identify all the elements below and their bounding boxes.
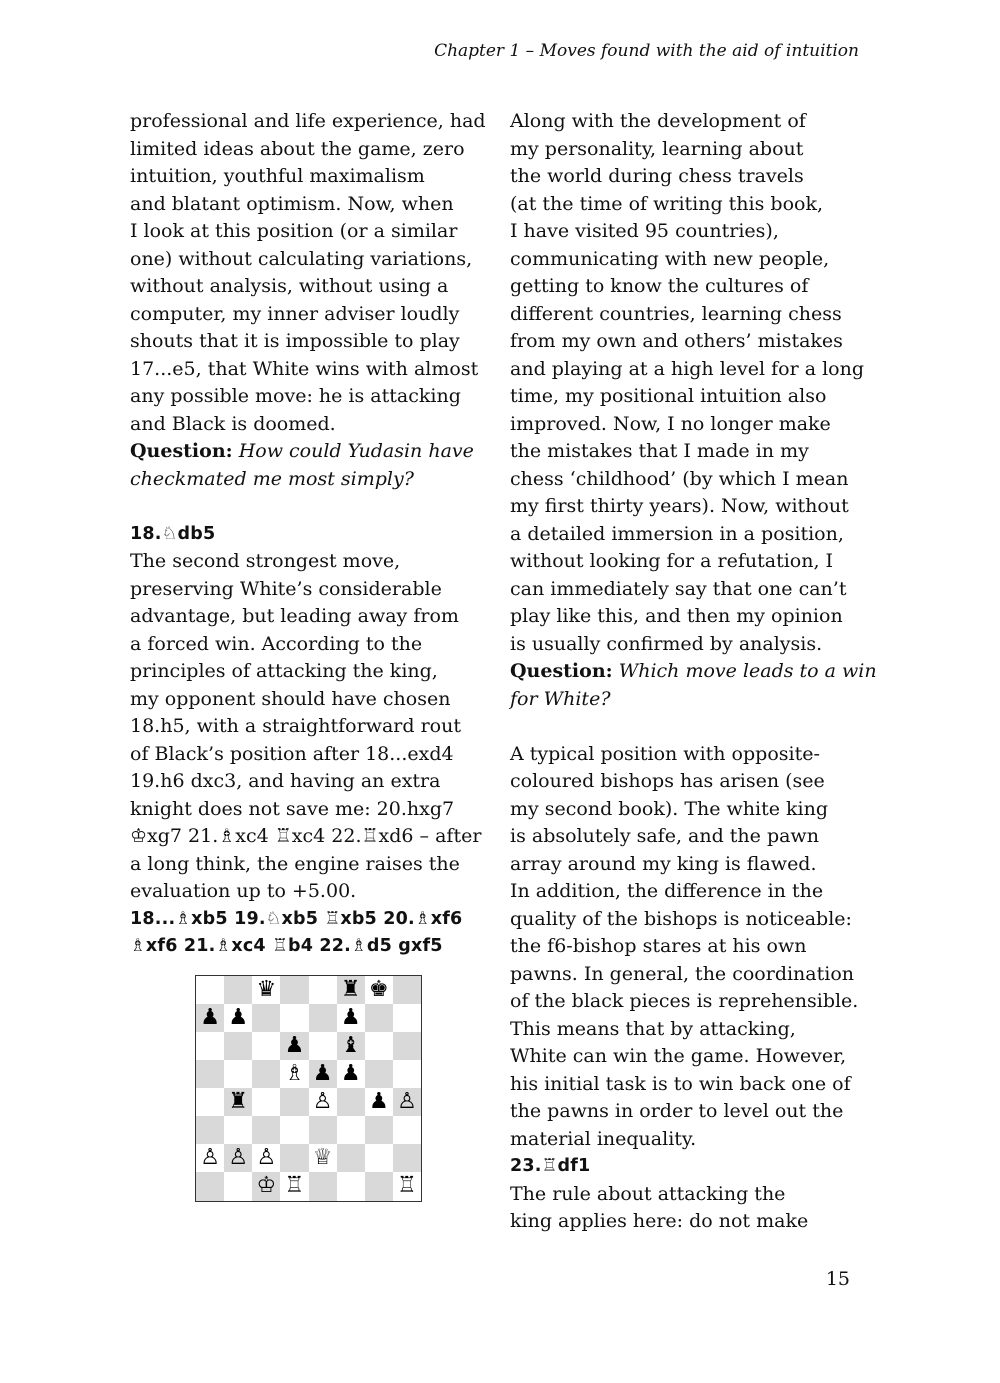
board-square [365,1032,393,1060]
text-line: quality of the bishops is noticeable: [510,907,852,930]
text-line: communicating with new people, [510,247,830,270]
text-line: knight does not save me: 20.hxg7 [130,797,455,820]
board-square [224,1032,252,1060]
text-line: evaluation up to +5.00. [130,880,357,902]
board-square [252,1060,280,1088]
text-line: is usually confirmed by analysis. [510,632,823,655]
spacer [130,493,500,521]
text-line: the mistakes that I made in my [510,440,809,462]
text-line: improved. Now, I no longer make [510,412,831,435]
board-square [196,1116,224,1144]
board-square: ♙ [196,1144,224,1172]
text-line: ♔xg7 21.♗xc4 ♖xc4 22.♖xd6 – after [130,825,482,847]
question-yudasin [130,438,500,466]
board-square [252,1004,280,1032]
board-square [224,1172,252,1200]
left-paragraph-2 [130,548,500,906]
board-square: ♟ [365,1088,393,1116]
text-line: my personality, learning about [510,137,804,160]
board-square [196,1060,224,1088]
text-line: his initial task is to win back one of [510,1072,851,1095]
text-line: principles of attacking the king, [130,660,438,682]
text-line: preserving White’s considerable [130,577,442,600]
left-column [130,108,500,1202]
chess-diagram [195,975,500,1202]
board-square: ♟ [337,1004,365,1032]
page-number: 15 [825,1268,850,1290]
text-line: and playing at a high level for a long [510,357,864,380]
board-square: ♟ [196,1004,224,1032]
text-line: a long think, the engine raises the [130,852,460,875]
text-line: and Black is doomed. [130,412,336,435]
board-square: ♟ [280,1032,308,1060]
text-line: This means that by attacking, [510,1017,796,1040]
move-heading: 18.♘db5 [130,523,216,544]
board-square [393,1060,421,1088]
text-line: advantage, but leading away from [130,605,459,627]
text-line: 17...e5, that White wins with almost [130,357,479,380]
text-line: limited ideas about the game, zero [130,137,465,160]
text-line: the f6-bishop stares at his own [510,935,807,957]
text-line: material inequality. [510,1127,697,1150]
board-square [224,1060,252,1088]
board-square [196,1032,224,1060]
text-line: can immediately say that one can’t [510,577,847,600]
text-line: play like this, and then my opinion [510,605,843,627]
board-square: ♝ [337,1032,365,1060]
question-text: Which move leads to a win [618,660,877,682]
text-line: chess ‘childhood’ (by which I mean [510,467,849,490]
right-paragraph-1 [510,108,880,658]
text-line: coloured bishops has arisen (see [510,770,825,792]
board-square [393,1144,421,1172]
text-line: array around my king is flawed. [510,852,817,875]
text-line: White can win the game. However, [510,1045,847,1067]
text-line: getting to know the cultures of [510,275,809,297]
board-square [393,1116,421,1144]
board-square [224,976,252,1004]
board-square: ♖ [393,1172,421,1200]
text-line: computer, my inner adviser loudly [130,302,460,325]
text-line: The rule about attacking the [510,1182,786,1205]
board-square [365,1144,393,1172]
text-line: pawns. In general, the coordination [510,962,855,985]
text-line: the pawns in order to level out the [510,1100,844,1122]
board-square [280,1116,308,1144]
text-line: a forced win. According to the [130,632,423,655]
left-paragraph-1 [130,108,500,438]
board-square [365,1004,393,1032]
text-line: A typical position with opposite- [510,742,820,765]
board-square [365,1116,393,1144]
board-square [252,1032,280,1060]
board-square: ♖ [280,1172,308,1200]
question-label: Question: [130,440,233,462]
board-square: ♚ [365,976,393,1004]
text-line: professional and life experience, had [130,110,486,132]
running-head: Chapter 1 – Moves found with the aid of intuition [434,41,859,61]
board-square [280,1004,308,1032]
chess-board [195,975,422,1202]
move-sequence: ♗xf6 21.♗xc4 ♖b4 22.♗d5 gxf5 [130,936,443,956]
board-square: ♟ [337,1060,365,1088]
text-line: my first thirty years). Now, without [510,495,849,517]
text-line: of Black’s position after 18...exd4 [130,742,454,765]
board-square: ♗ [280,1060,308,1088]
text-line: (at the time of writing this book, [510,192,823,215]
board-square [337,1088,365,1116]
board-square: ♟ [309,1060,337,1088]
board-square: ♜ [224,1088,252,1116]
text-line: from my own and others’ mistakes [510,330,843,352]
board-square [196,1088,224,1116]
text-line: my opponent should have chosen [130,687,451,710]
board-square: ♔ [252,1172,280,1200]
text-line: is absolutely safe, and the pawn [510,825,819,847]
text-line: without looking for a refutation, I [510,550,834,572]
board-square [280,1144,308,1172]
move-sequence: 18...♗xb5 19.♘xb5 ♖xb5 20.♗xf6 [130,908,463,929]
question-text: checkmated me most simply? [130,467,414,490]
board-square [309,1032,337,1060]
question-text: for White? [510,687,611,710]
question-win [510,658,880,686]
text-line: different countries, learning chess [510,302,842,325]
board-square: ♟ [224,1004,252,1032]
board-square [365,1172,393,1200]
board-square [196,976,224,1004]
text-line: intuition, youthful maximalism [130,165,425,187]
board-square [393,1032,421,1060]
move-heading: 23.♖df1 [510,1156,591,1176]
board-square [337,1116,365,1144]
board-square [365,1060,393,1088]
board-square: ♙ [252,1144,280,1172]
board-square: ♙ [393,1088,421,1116]
board-square [309,976,337,1004]
text-line: and blatant optimism. Now, when [130,192,454,215]
text-line: any possible move: he is attacking [130,385,461,407]
right-column [510,108,880,1236]
text-line: I look at this position (or a similar [130,220,458,242]
text-line: my second book). The white king [510,797,829,820]
text-line: of the black pieces is reprehensible. [510,990,859,1012]
question-text: How could Yudasin have [238,440,474,462]
board-square [393,1004,421,1032]
board-square: ♙ [224,1144,252,1172]
board-square [337,1144,365,1172]
text-line: 18.h5, with a straightforward rout [130,715,461,737]
board-square [309,1004,337,1032]
board-square [393,976,421,1004]
board-square [224,1116,252,1144]
board-square [309,1116,337,1144]
board-square: ♜ [337,976,365,1004]
text-line: I have visited 95 countries), [510,220,779,242]
right-paragraph-2 [510,741,880,1154]
text-line: the world during chess travels [510,165,804,187]
board-square [337,1172,365,1200]
board-square [280,976,308,1004]
board-square [309,1172,337,1200]
text-line: In addition, the difference in the [510,880,824,902]
text-line: shouts that it is impossible to play [130,330,460,352]
text-line: one) without calculating variations, [130,247,473,270]
spacer [510,713,880,741]
board-square [252,1088,280,1116]
text-line: king applies here: do not make [510,1210,809,1232]
board-square: ♙ [309,1088,337,1116]
text-line: The second strongest move, [130,550,401,572]
board-square [252,1116,280,1144]
text-line: Along with the development of [510,110,806,132]
question-label: Question: [510,660,613,682]
right-paragraph-3 [510,1181,880,1236]
text-line: time, my positional intuition also [510,385,827,407]
text-line: without analysis, without using a [130,275,449,297]
text-line: 19.h6 dxc3, and having an extra [130,770,441,792]
board-square: ♛ [252,976,280,1004]
board-square [280,1088,308,1116]
board-square [196,1172,224,1200]
text-line: a detailed immersion in a position, [510,522,844,545]
board-square: ♕ [309,1144,337,1172]
